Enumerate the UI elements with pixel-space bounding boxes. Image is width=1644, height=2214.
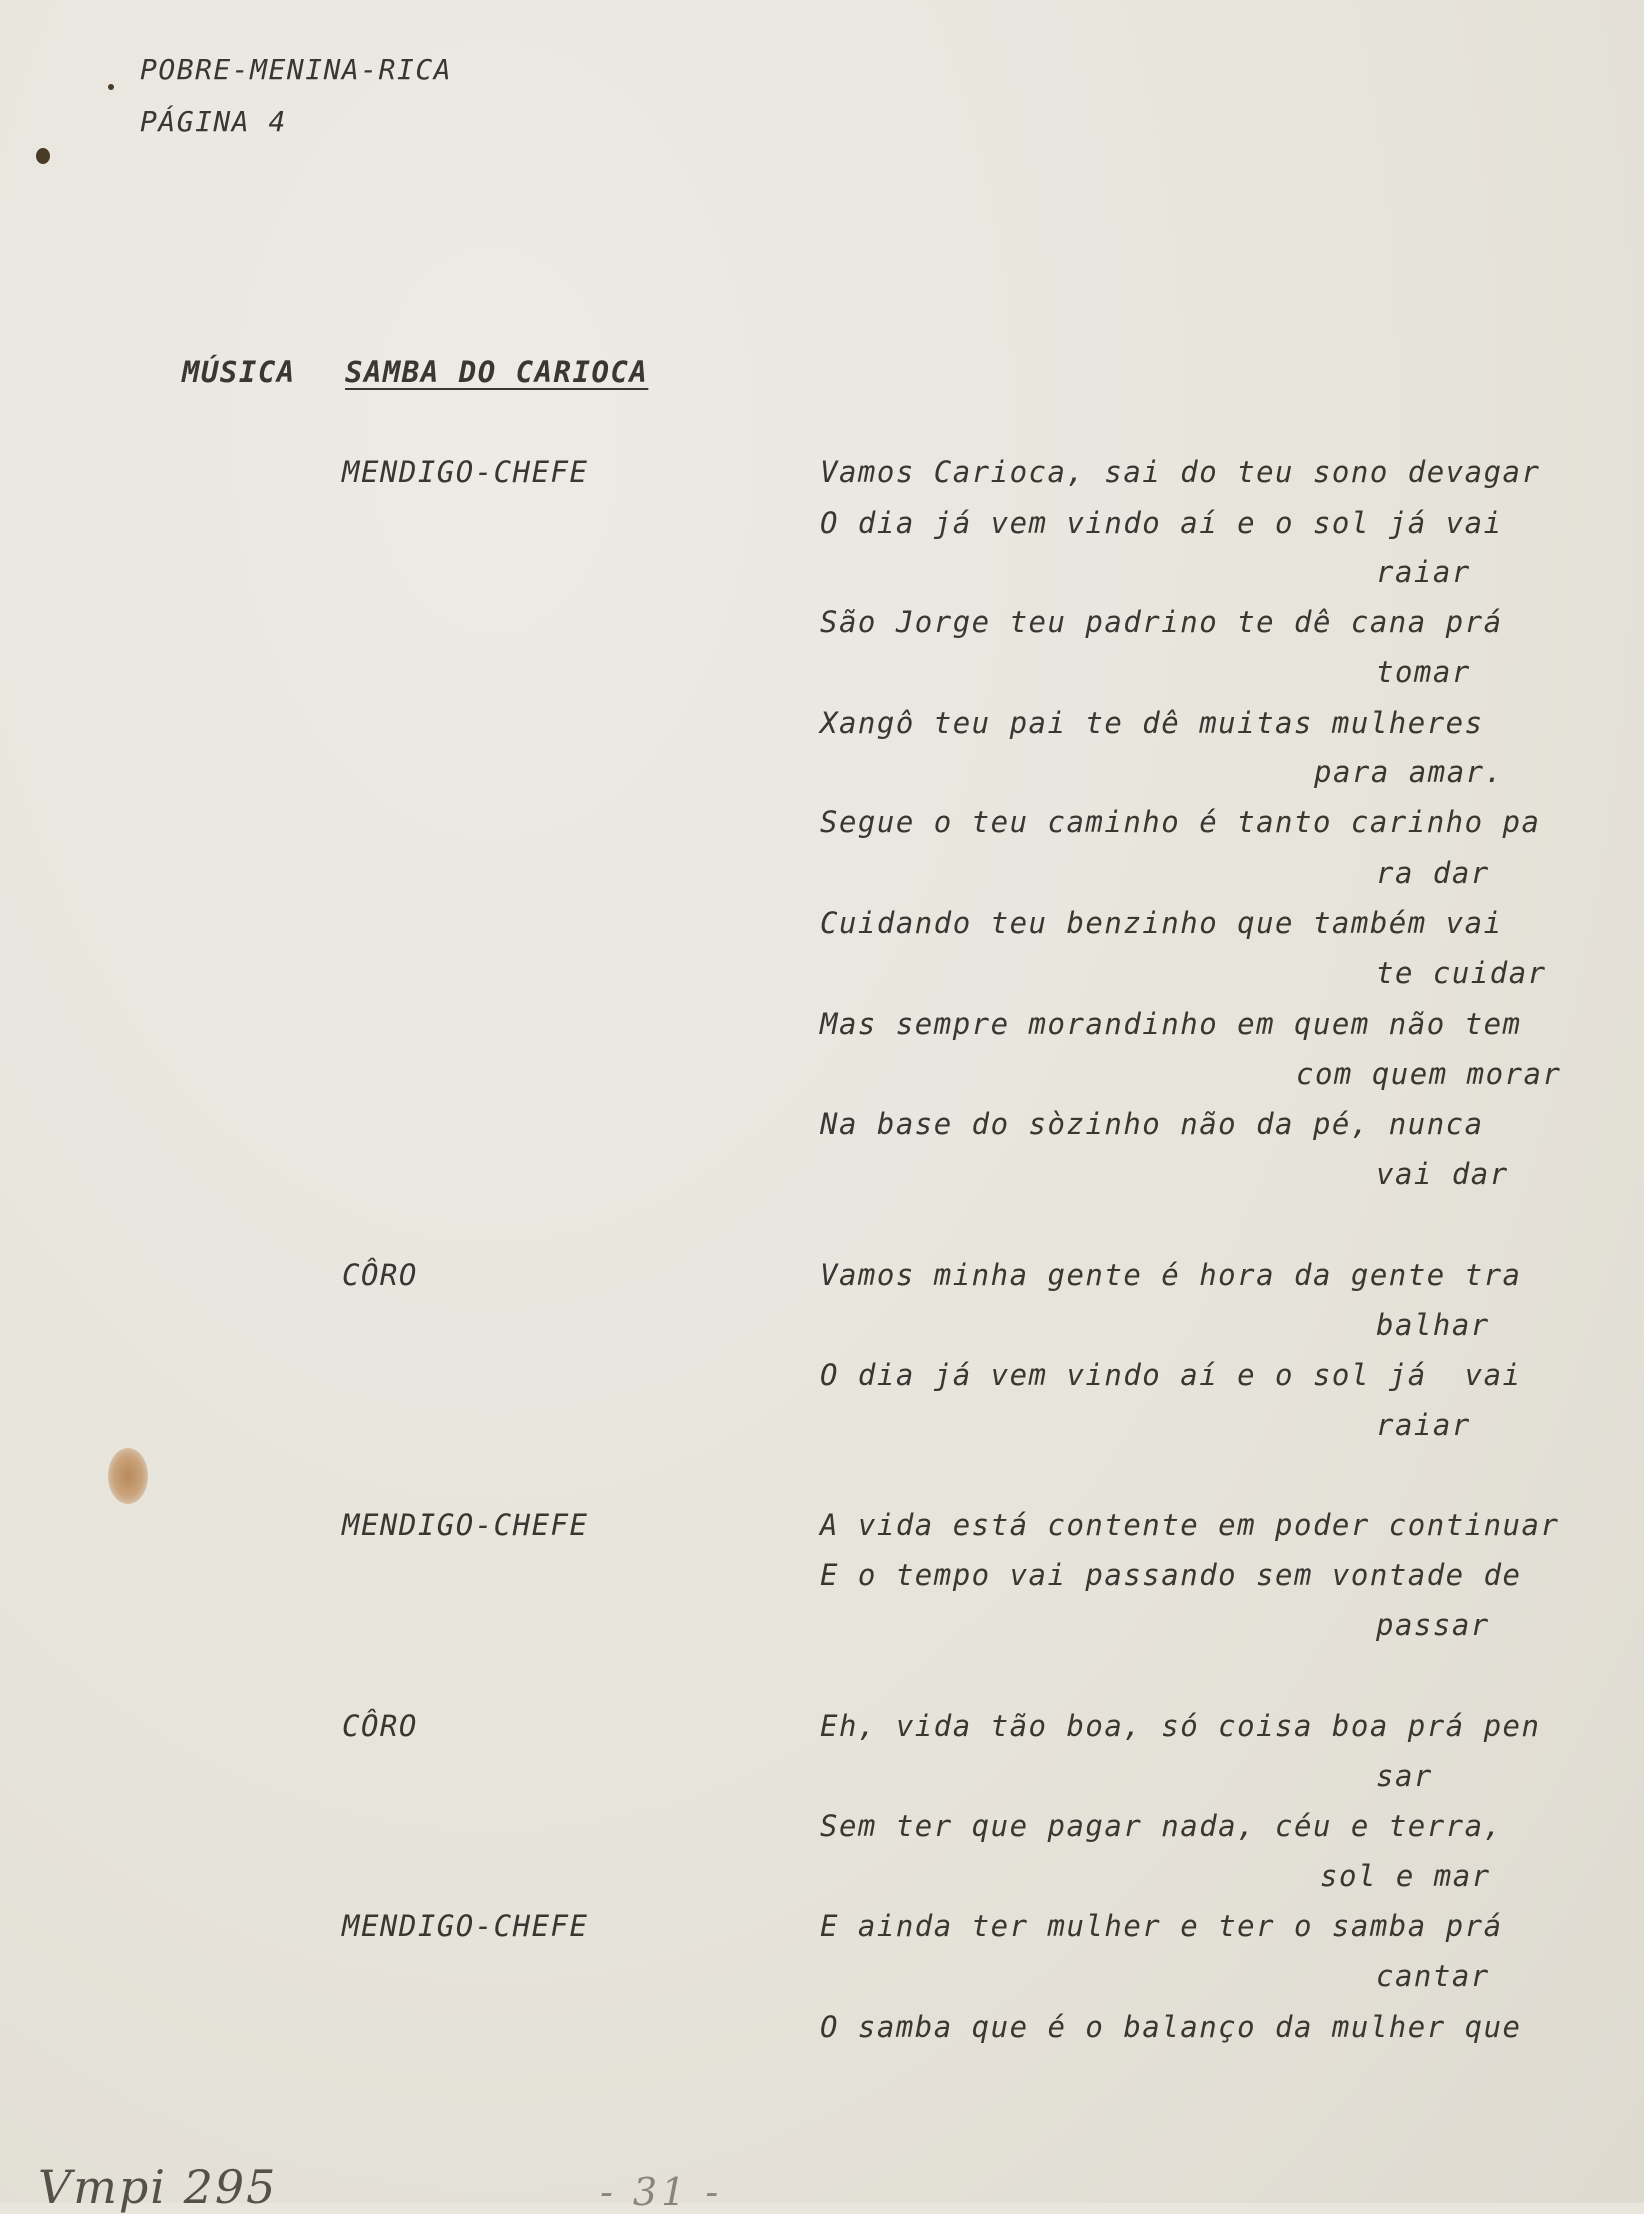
lyric-line: raiar: [1376, 555, 1471, 589]
lyric-line: O samba que é o balanço da mulher que: [820, 2010, 1522, 2044]
lyric-line: Vamos Carioca, sai do teu sono devagar: [820, 455, 1541, 489]
document-title: POBRE-MENINA-RICA: [140, 53, 453, 86]
lyric-line: com quem morar: [1296, 1057, 1562, 1091]
page-number: - 31 -: [600, 2170, 723, 2214]
lyric-line: ra dar: [1376, 856, 1490, 890]
lyric-line: Na base do sòzinho não da pé, nunca: [820, 1107, 1484, 1141]
lyric-line: Vamos minha gente é hora da gente tra: [820, 1258, 1522, 1292]
speaker-label: CÔRO: [342, 1709, 418, 1743]
lyric-line: A vida está contente em poder continuar: [820, 1508, 1560, 1542]
section-label: MÚSICA: [182, 355, 296, 389]
lyric-line: São Jorge teu padrino te dê cana prá: [820, 605, 1503, 639]
lyric-line: para amar.: [1314, 755, 1504, 789]
ink-spot-small: [108, 84, 114, 90]
song-title: SAMBA DO CARIOCA: [345, 355, 649, 389]
speaker-label: MENDIGO-CHEFE: [342, 1909, 589, 1943]
lyric-line: te cuidar: [1376, 956, 1547, 990]
lyric-line: Sem ter que pagar nada, céu e terra,: [820, 1809, 1503, 1843]
lyric-line: O dia já vem vindo aí e o sol já vai: [820, 506, 1503, 540]
lyric-line: O dia já vem vindo aí e o sol já vai: [820, 1358, 1522, 1392]
lyric-line: tomar: [1376, 655, 1471, 689]
lyric-line: balhar: [1376, 1308, 1490, 1342]
lyric-line: E ainda ter mulher e ter o samba prá: [820, 1909, 1503, 1943]
lyric-line: passar: [1376, 1608, 1490, 1642]
lyric-line: sol e mar: [1320, 1859, 1491, 1893]
lyric-line: raiar: [1376, 1408, 1471, 1442]
lyric-line: Mas sempre morandinho em quem não tem: [820, 1007, 1522, 1041]
lyric-line: sar: [1376, 1759, 1433, 1793]
lyric-line: Eh, vida tão boa, só coisa boa prá pen: [820, 1709, 1541, 1743]
lyric-line: vai dar: [1376, 1157, 1509, 1191]
speaker-label: CÔRO: [342, 1258, 418, 1292]
ink-spot: [36, 148, 50, 164]
lyric-line: Cuidando teu benzinho que também vai: [820, 906, 1503, 940]
lyric-line: Xangô teu pai te dê muitas mulheres: [820, 706, 1484, 740]
lyric-line: E o tempo vai passando sem vontade de: [820, 1558, 1522, 1592]
speaker-label: MENDIGO-CHEFE: [342, 455, 589, 489]
lyric-line: Segue o teu caminho é tanto carinho pa: [820, 805, 1541, 839]
handwritten-note: Vmpi 295: [38, 2160, 278, 2214]
lyric-line: cantar: [1376, 1959, 1490, 1993]
page-label: PÁGINA 4: [140, 105, 287, 138]
coffee-stain: [108, 1448, 148, 1504]
speaker-label: MENDIGO-CHEFE: [342, 1508, 589, 1542]
